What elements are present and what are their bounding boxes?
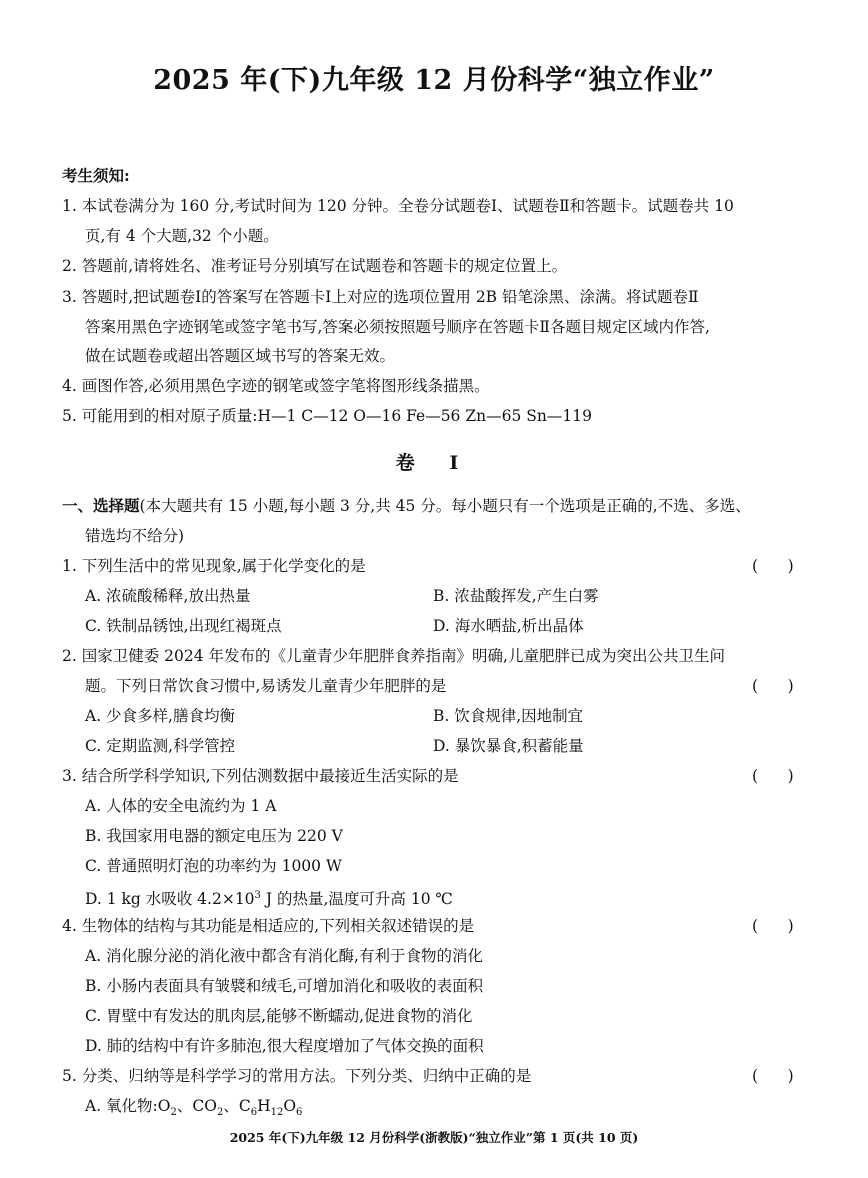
- part-heading-text: (本大题共有 15 小题,每小题 3 分,共 45 分。每小题只有一个选项是正确的,不选、多选、: [139, 497, 751, 515]
- option-b: B. 浓盐酸挥发,产生白雾: [433, 587, 599, 605]
- option-a: A. 浓硫酸稀释,放出热量: [85, 587, 251, 605]
- answer-paren: ( ): [752, 557, 794, 575]
- page-footer: 2025 年(下)九年级 12 月份科学(浙教版)“独立作业”第 1 页(共 10 页): [229, 1130, 639, 1145]
- option-c: C. 胃壁中有发达的肌肉层,能够不断蠕动,促进食物的消化: [85, 1007, 473, 1025]
- option-a: A. 人体的安全电流约为 1 A: [85, 797, 277, 815]
- option-c: C. 定期监测,科学管控: [85, 737, 236, 755]
- option-d: D. 肺的结构中有许多肺泡,很大程度增加了气体交换的面积: [85, 1037, 484, 1055]
- subscript: 6: [296, 1107, 303, 1119]
- question-stem: 3. 结合所学科学知识,下列估测数据中最接近生活实际的是: [62, 767, 459, 785]
- option-d: D. 暴饮暴食,积蓄能量: [433, 737, 584, 755]
- page-title: 2025 年(下)九年级 12 月份科学“独立作业”: [153, 65, 715, 96]
- option-b: B. 我国家用电器的额定电压为 220 V: [85, 827, 343, 845]
- formula-part: 、C: [223, 1097, 251, 1115]
- notice-line: 3. 答题时,把试题卷Ⅰ的答案写在答题卡Ⅰ上对应的选项位置用 2B 铅笔涂黑、涂满。将试题卷Ⅱ: [62, 288, 699, 306]
- option-c: C. 普通照明灯泡的功率约为 1000 W: [85, 857, 342, 875]
- option-d: [85, 886, 453, 909]
- subscript: 6: [250, 1107, 258, 1119]
- notice-line: 页,有 4 个大题,32 个小题。: [85, 227, 279, 245]
- option-a: A. 消化腺分泌的消化液中都含有消化酶,有利于食物的消化: [85, 947, 483, 965]
- option-a: A. 少食多样,膳食均衡: [85, 707, 235, 725]
- question-stem: 2. 国家卫健委 2024 年发布的《儿童青少年肥胖食养指南》明确,儿童肥胖已成为突出公共卫生问: [62, 647, 725, 665]
- option-b: B. 饮食规律,因地制宜: [433, 707, 584, 725]
- question-stem: 1. 下列生活中的常见现象,属于化学变化的是: [62, 557, 366, 575]
- subscript: 12: [270, 1107, 284, 1119]
- option-d: D. 海水晒盐,析出晶体: [433, 617, 584, 635]
- superscript: 3: [254, 890, 261, 901]
- notice-line: 2. 答题前,请将姓名、准考证号分别填写在试题卷和答题卡的规定位置上。: [62, 257, 568, 275]
- option-c: C. 铁制品锈蚀,出现红褐斑点: [85, 617, 282, 635]
- notice-line: 做在试题卷或超出答题区域书写的答案无效。: [85, 347, 396, 365]
- answer-paren: ( ): [752, 677, 794, 695]
- part-heading-cont: 错选均不给分): [85, 527, 185, 545]
- option-b: B. 小肠内表面具有皱襞和绒毛,可增加消化和吸收的表面积: [85, 977, 484, 995]
- formula-part: 、CO: [176, 1097, 217, 1115]
- answer-paren: ( ): [752, 1067, 794, 1085]
- question-stem: 4. 生物体的结构与其功能是相适应的,下列相关叙述错误的是: [62, 917, 475, 935]
- answer-paren: ( ): [752, 917, 794, 935]
- answer-paren: ( ): [752, 767, 794, 785]
- part-heading: [62, 496, 751, 516]
- formula-part: A. 氧化物:O: [85, 1097, 171, 1115]
- part-heading-label: 一、选择题: [62, 496, 140, 515]
- notice-line: 答案用黑色字迹钢笔或签字笔书写,答案必须按照题号顺序在答题卡Ⅱ各题目规定区域内作答,: [85, 318, 710, 336]
- question-stem: 5. 分类、归纳等是科学学习的常用方法。下列分类、归纳中正确的是: [62, 1067, 532, 1085]
- notice-heading: 考生须知:: [62, 166, 130, 185]
- subscript: 2: [216, 1107, 224, 1119]
- notice-line: 5. 可能用到的相对原子质量:H—1 C—12 O—16 Fe—56 Zn—65 Sn—119: [62, 407, 592, 425]
- notice-line: 1. 本试卷满分为 160 分,考试时间为 120 分钟。全卷分试题卷Ⅰ、试题卷Ⅱ和答题卡。试题卷共 10: [62, 197, 734, 215]
- subscript: 2: [170, 1107, 177, 1119]
- formula-part: O: [283, 1097, 297, 1115]
- formula-part: H: [257, 1097, 271, 1115]
- section-title: 卷 Ⅰ: [395, 452, 473, 474]
- option-d-part: J 的热量,温度可升高 10 ℃: [260, 890, 453, 909]
- option-a: [85, 1096, 302, 1123]
- option-d-part: D. 1 kg 水吸收 4.2×10: [85, 890, 255, 909]
- notice-line: 4. 画图作答,必须用黑色字迹的钢笔或签字笔将图形线条描黑。: [62, 377, 490, 395]
- question-stem-cont: 题。下列日常饮食习惯中,易诱发儿童青少年肥胖的是: [85, 677, 447, 695]
